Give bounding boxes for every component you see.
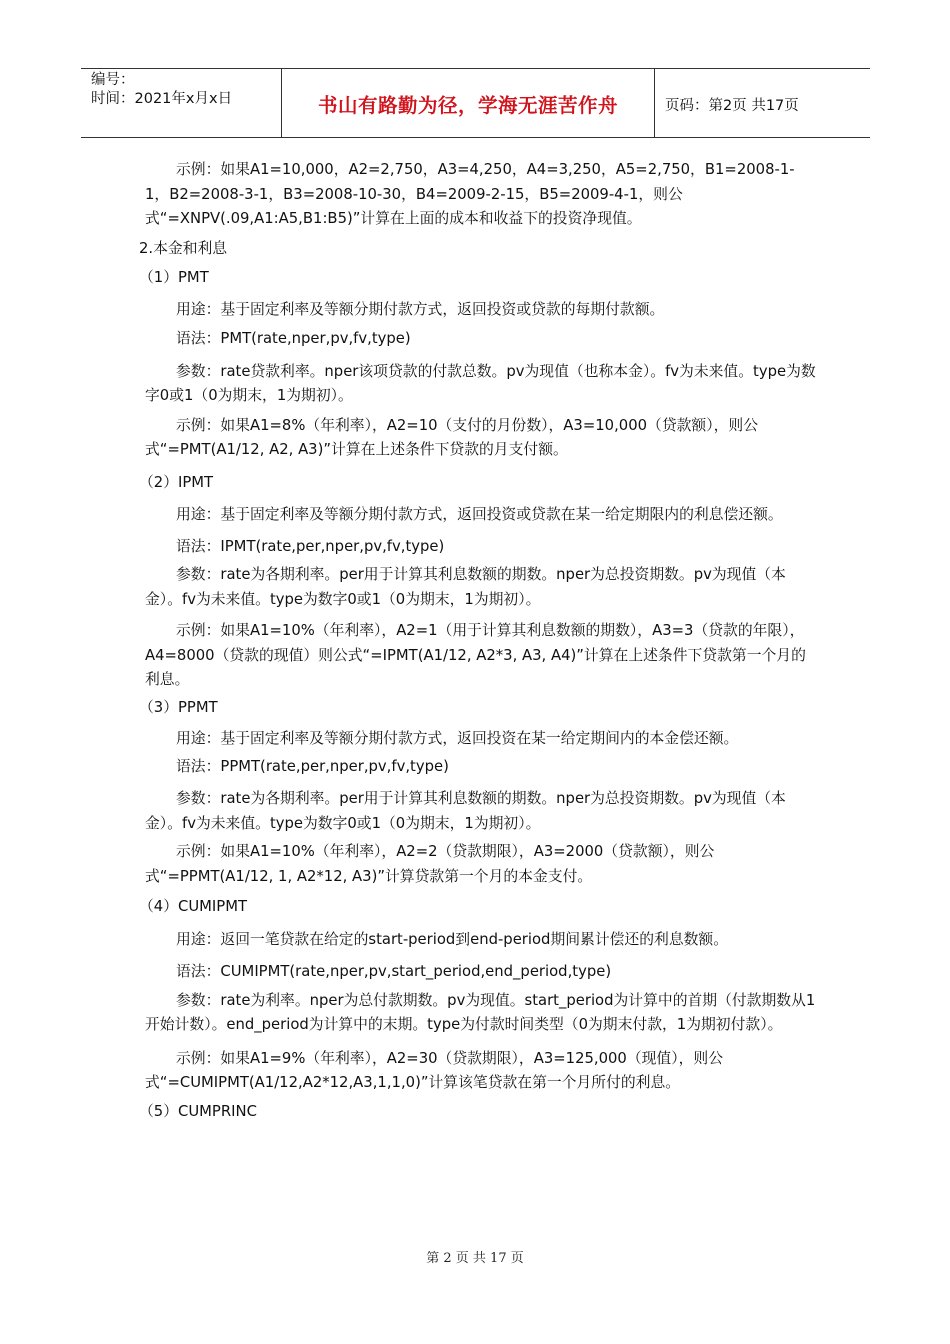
pmt-syntax-paragraph: 语法：PMT(rate,nper,pv,fv,type): [176, 330, 411, 347]
ppmt-usage-paragraph: 用途：基于固定利率及等额分期付款方式，返回投资在某一给定期间内的本金偿还额。: [176, 730, 739, 747]
pmt-example-paragraph: 示例：如果A1=8%（年利率），A2=10（支付的月份数），A3=10,000（贷款额），则公式“=PMT(A1/12, A2, A3)”计算在上述条件下贷款的月支付额。: [145, 416, 758, 458]
subsection-heading-ppmt: （3）PPMT: [139, 698, 218, 716]
cumipmt-params-paragraph: 参数：rate为利率。nper为总付款期数。pv为现值。start_period为计算中的首期（付款期数从1开始计数）。end_period为计算中的末期。type为付款时间类型（0为期末付款，1为期初付款）。: [145, 991, 816, 1033]
cumipmt-syntax-paragraph: 语法：CUMIPMT(rate,nper,pv,start_period,end_period,type): [176, 963, 612, 980]
ppmt-example-paragraph: 示例：如果A1=10%（年利率），A2=2（贷款期限），A3=2000（贷款额），则公式“=PPMT(A1/12, 1, A2*12, A3)”计算贷款第一个月的本金支付。: [145, 843, 715, 885]
header-meta: [81, 69, 282, 137]
subsection-heading-cumipmt: （4）CUMIPMT: [139, 898, 248, 915]
pmt-params-paragraph: 参数：rate贷款利率。nper该项贷款的付款总数。pv为现值（也称本金）。fv为未来值。type为数字0或1（0为期末，1为期初）。: [145, 362, 816, 404]
ipmt-syntax-paragraph: 语法：IPMT(rate,per,nper,pv,fv,type): [176, 537, 445, 555]
subsection-heading-ipmt: （2）IPMT: [139, 473, 214, 491]
ipmt-example-paragraph: 示例：如果A1=10%（年利率），A2=1（用于计算其利息数额的期数），A3=3（贷款的年限），A4=8000（贷款的现值）则公式“=IPMT(A1/12, A2*3, A3, A4)”计算在上述条件下贷款第一个月的利息。: [145, 622, 806, 688]
pmt-usage-paragraph: 用途：基于固定利率及等额分期付款方式，返回投资或贷款的每期付款额。: [176, 300, 665, 318]
ppmt-params-paragraph: 参数：rate为各期利率。per用于计算其利息数额的期数。nper为总投资期数。pv为现值（本金）。fv为未来值。type为数字0或1（0为期末，1为期初）。: [145, 790, 786, 832]
ipmt-params-paragraph: 参数：rate为各期利率。per用于计算其利息数额的期数。nper为总投资期数。pv为现值（本金）。fv为未来值。type为数字0或1（0为期末，1为期初）。: [145, 566, 786, 608]
subsection-heading-pmt: （1）PMT: [139, 269, 209, 286]
page-header: [81, 68, 870, 138]
page-footer: 第 2 页 共 17 页: [426, 1251, 524, 1266]
cumipmt-usage-paragraph: 用途：返回一笔贷款在给定的start-period到end-period期间累计偿还的利息数额。: [176, 930, 729, 948]
ipmt-usage-paragraph: 用途：基于固定利率及等额分期付款方式，返回投资或贷款在某一给定期限内的利息偿还额。: [176, 506, 783, 523]
header-motto: 书山有路勤为径，学海无涯苦作舟: [282, 69, 655, 137]
document-time-label: 时间：2021年x月x日: [91, 91, 233, 107]
section-heading-principal-interest: 2.本金和利息: [139, 239, 228, 257]
ppmt-syntax-paragraph: 语法：PPMT(rate,per,nper,pv,fv,type): [176, 757, 449, 775]
document-body: [139, 150, 817, 1124]
header-page-label: 页码：第2页 共17页: [665, 97, 799, 114]
xnpv-example-paragraph: 示例：如果A1=10,000，A2=2,750，A3=4,250，A4=3,250，A5=2,750，B1=2008-1-1，B2=2008-3-1，B3=2008-10-30，B4=2009-2-15，B5=2009-4-1，则公式“=XNPV(.09,A1:A5,B1:B5)”计算在上面的成本和收益下的投资净现值。: [145, 161, 795, 227]
subsection-heading-cumprinc: （5）CUMPRINC: [139, 1102, 257, 1120]
document-number-label: 编号：: [91, 72, 135, 88]
cumipmt-example-paragraph: 示例：如果A1=9%（年利率），A2=30（贷款期限），A3=125,000（现值），则公式“=CUMIPMT(A1/12,A2*12,A3,1,1,0)”计算该笔贷款在第一个月所付的利息。: [145, 1049, 724, 1091]
